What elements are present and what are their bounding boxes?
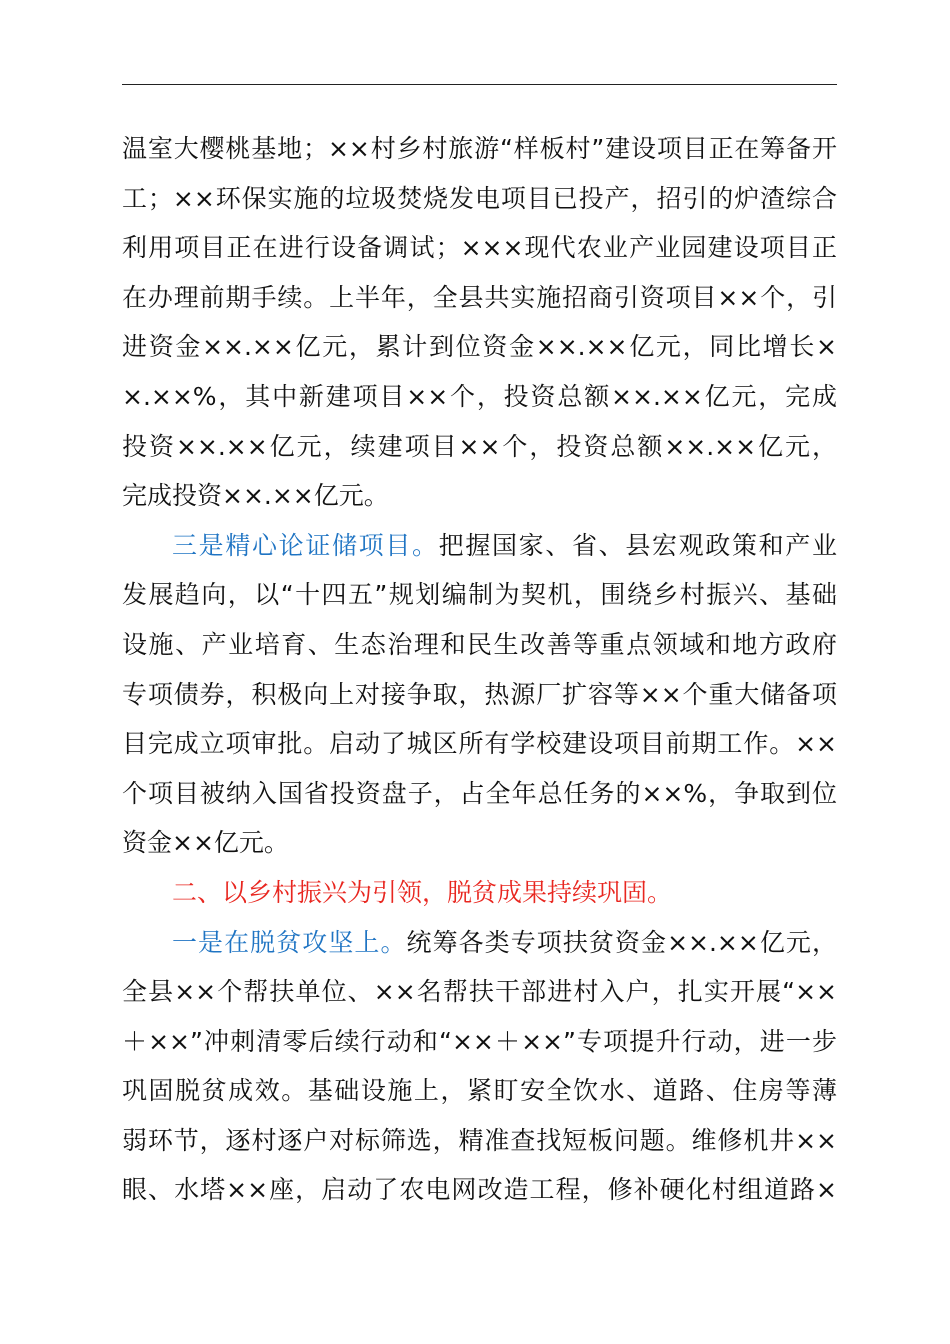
text-line: 设施、产业培育、生态治理和民生改善等重点领域和地方政府 [122, 629, 837, 659]
text-line: 工；××环保实施的垃圾焚烧发电项目已投产，招引的炉渣综合 [122, 183, 837, 213]
text-line: 全县××个帮扶单位、××名帮扶干部进村入户，扎实开展“×× [122, 977, 837, 1007]
text-line: ＋××”冲刺清零后续行动和“××＋××”专项提升行动，进一步 [122, 1026, 837, 1056]
header-rule [122, 84, 837, 85]
text-line: ×.××%，其中新建项目××个，投资总额××.××亿元，完成 [122, 381, 837, 411]
text-run: 把握国家、省、县宏观政策和产业 [438, 530, 837, 560]
paragraph-project-reserve [122, 521, 837, 868]
paragraph-poverty-alleviation [122, 918, 837, 1216]
text-run: 统筹各类专项扶贫资金××.××亿元， [406, 927, 837, 957]
text-line [122, 521, 837, 571]
text-line: 完成投资××.××亿元。 [122, 481, 389, 511]
text-line: 温室大樱桃基地；××村乡村旅游“样板村”建设项目正在筹备开 [122, 134, 837, 163]
text-line: 投资××.××亿元，续建项目××个，投资总额××.××亿元， [122, 431, 837, 461]
text-line: 资金××亿元。 [122, 828, 289, 858]
text-line: 专项债券，积极向上对接争取，热源厂扩容等××个重大储备项 [122, 679, 837, 709]
section-heading-rural-revitalization [122, 868, 837, 918]
text-line: 在办理前期手续。上半年，全县共实施招商引资项目××个，引 [122, 282, 837, 312]
section-heading: 二、以乡村振兴为引领，脱贫成果持续巩固。 [172, 877, 673, 907]
text-line: 进资金××.××亿元，累计到位资金××.××亿元，同比增长× [122, 332, 837, 362]
text-line: 眼、水塔××座，启动了农电网改造工程，修补硬化村组道路× [122, 1175, 837, 1205]
text-line: 个项目被纳入国省投资盘子，占全年总任务的××%，争取到位 [122, 778, 837, 808]
text-line: 弱环节，逐村逐户对标筛选，精准查找短板问题。维修机井×× [122, 1125, 837, 1155]
text-line: 利用项目正在进行设备调试；×××现代农业产业园建设项目正 [122, 233, 837, 263]
text-line [122, 918, 837, 968]
text-line: 巩固脱贫成效。基础设施上，紧盯安全饮水、道路、住房等薄 [122, 1076, 837, 1106]
document-body [122, 124, 837, 1215]
text-line: 目完成立项审批。启动了城区所有学校建设项目前期工作。×× [122, 729, 837, 759]
subheading-project-reserve: 三是精心论证储项目。 [172, 530, 439, 560]
text-line: 发展趋向，以“十四五”规划编制为契机，围绕乡村振兴、基础 [122, 580, 837, 610]
subheading-poverty-alleviation: 一是在脱贫攻坚上。 [172, 927, 407, 957]
paragraph-investment-continuation [122, 124, 837, 521]
